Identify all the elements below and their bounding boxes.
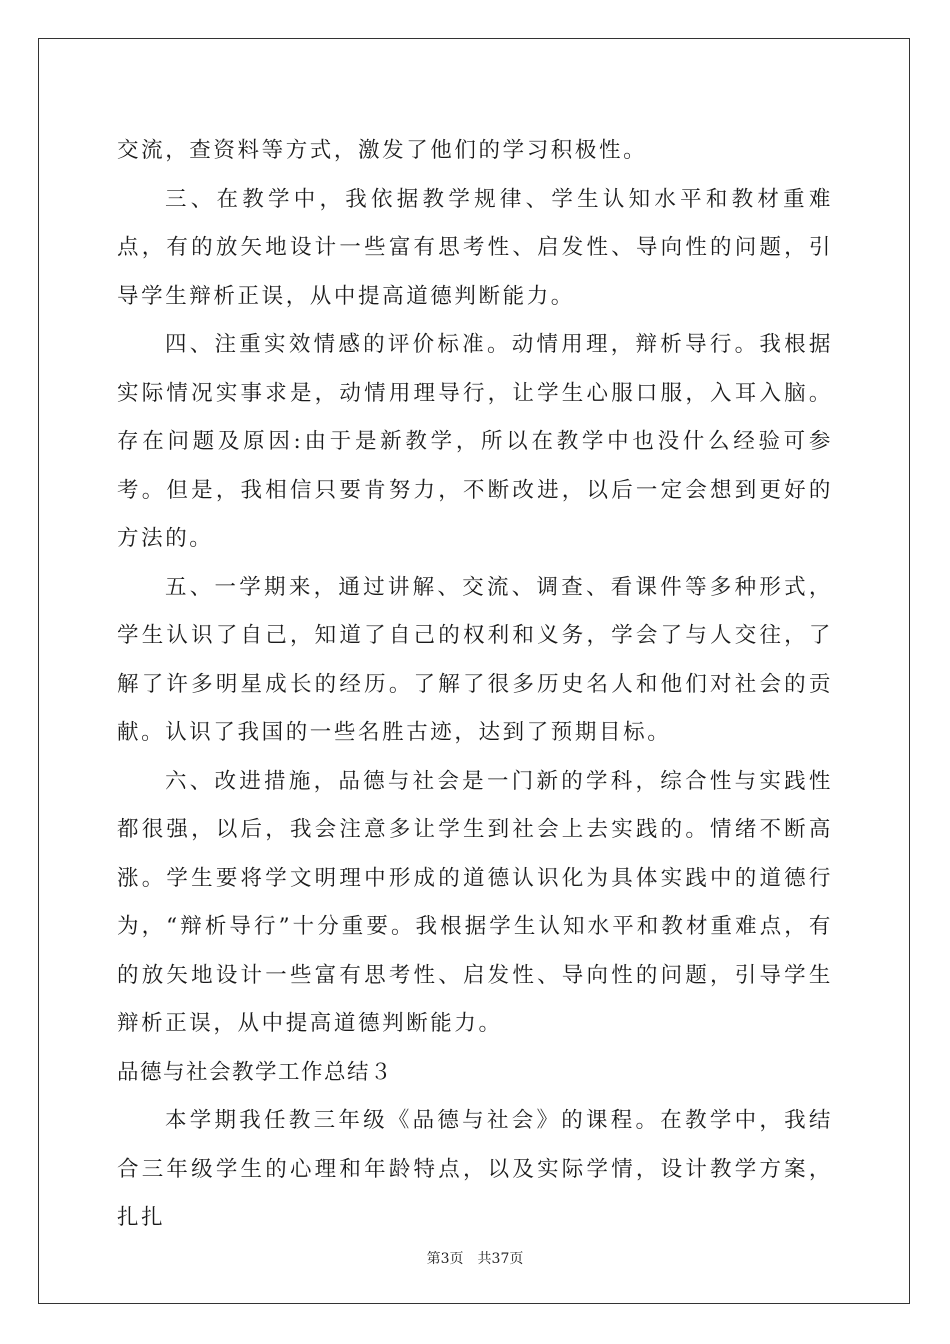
document-body xyxy=(117,127,833,1243)
section-heading: 品德与社会教学工作总结３ xyxy=(117,1059,394,1085)
paragraph-5: 六、改进措施，品德与社会是一门新的学科，综合性与实践性都很强，以后，我会注意多让学生到社会上去实践的。情绪不断高涨。学生要将学文明理中形成的道德认识化为具体实践中的道德行为，“辩析导行”十分重要。我根据学生认知水平和教材重难点，有的放矢地设计一些富有思考性、启发性、导向性的问题，引导学生辩析正误，从中提高道德判断能力。 xyxy=(117,768,833,1036)
page-total: 共37页 xyxy=(477,1251,524,1267)
page-footer xyxy=(0,1248,950,1268)
paragraph-1: 交流，查资料等方式，激发了他们的学习积极性。 xyxy=(117,138,648,163)
paragraph-2: 三、在教学中，我依据教学规律、学生认知水平和教材重难点，有的放矢地设计一些富有思考性、启发性、导向性的问题，引导学生辩析正误，从中提高道德判断能力。 xyxy=(117,186,833,309)
page-number: 第3页 xyxy=(426,1251,464,1267)
paragraph-3: 四、注重实效情感的评价标准。动情用理，辩析导行。我根据实际情况实事求是，动情用理导行，让学生心服口服，入耳入脑。存在问题及原因:由于是新教学，所以在教学中也没什么经验可参考。但是，我相信只要肯努力，不断改进，以后一定会想到更好的方法的。 xyxy=(117,332,833,551)
paragraph-4: 五、一学期来，通过讲解、交流、调查、看课件等多种形式，学生认识了自己，知道了自己的权利和义务，学会了与人交往，了解了许多明星成长的经历。了解了很多历史名人和他们对社会的贡献。认识了我国的一些名胜古迹，达到了预期目标。 xyxy=(117,574,833,745)
paragraph-6: 本学期我任教三年级《品德与社会》的课程。在教学中，我结合三年级学生的心理和年龄特点，以及实际学情，设计教学方案，扎扎 xyxy=(117,1108,833,1230)
